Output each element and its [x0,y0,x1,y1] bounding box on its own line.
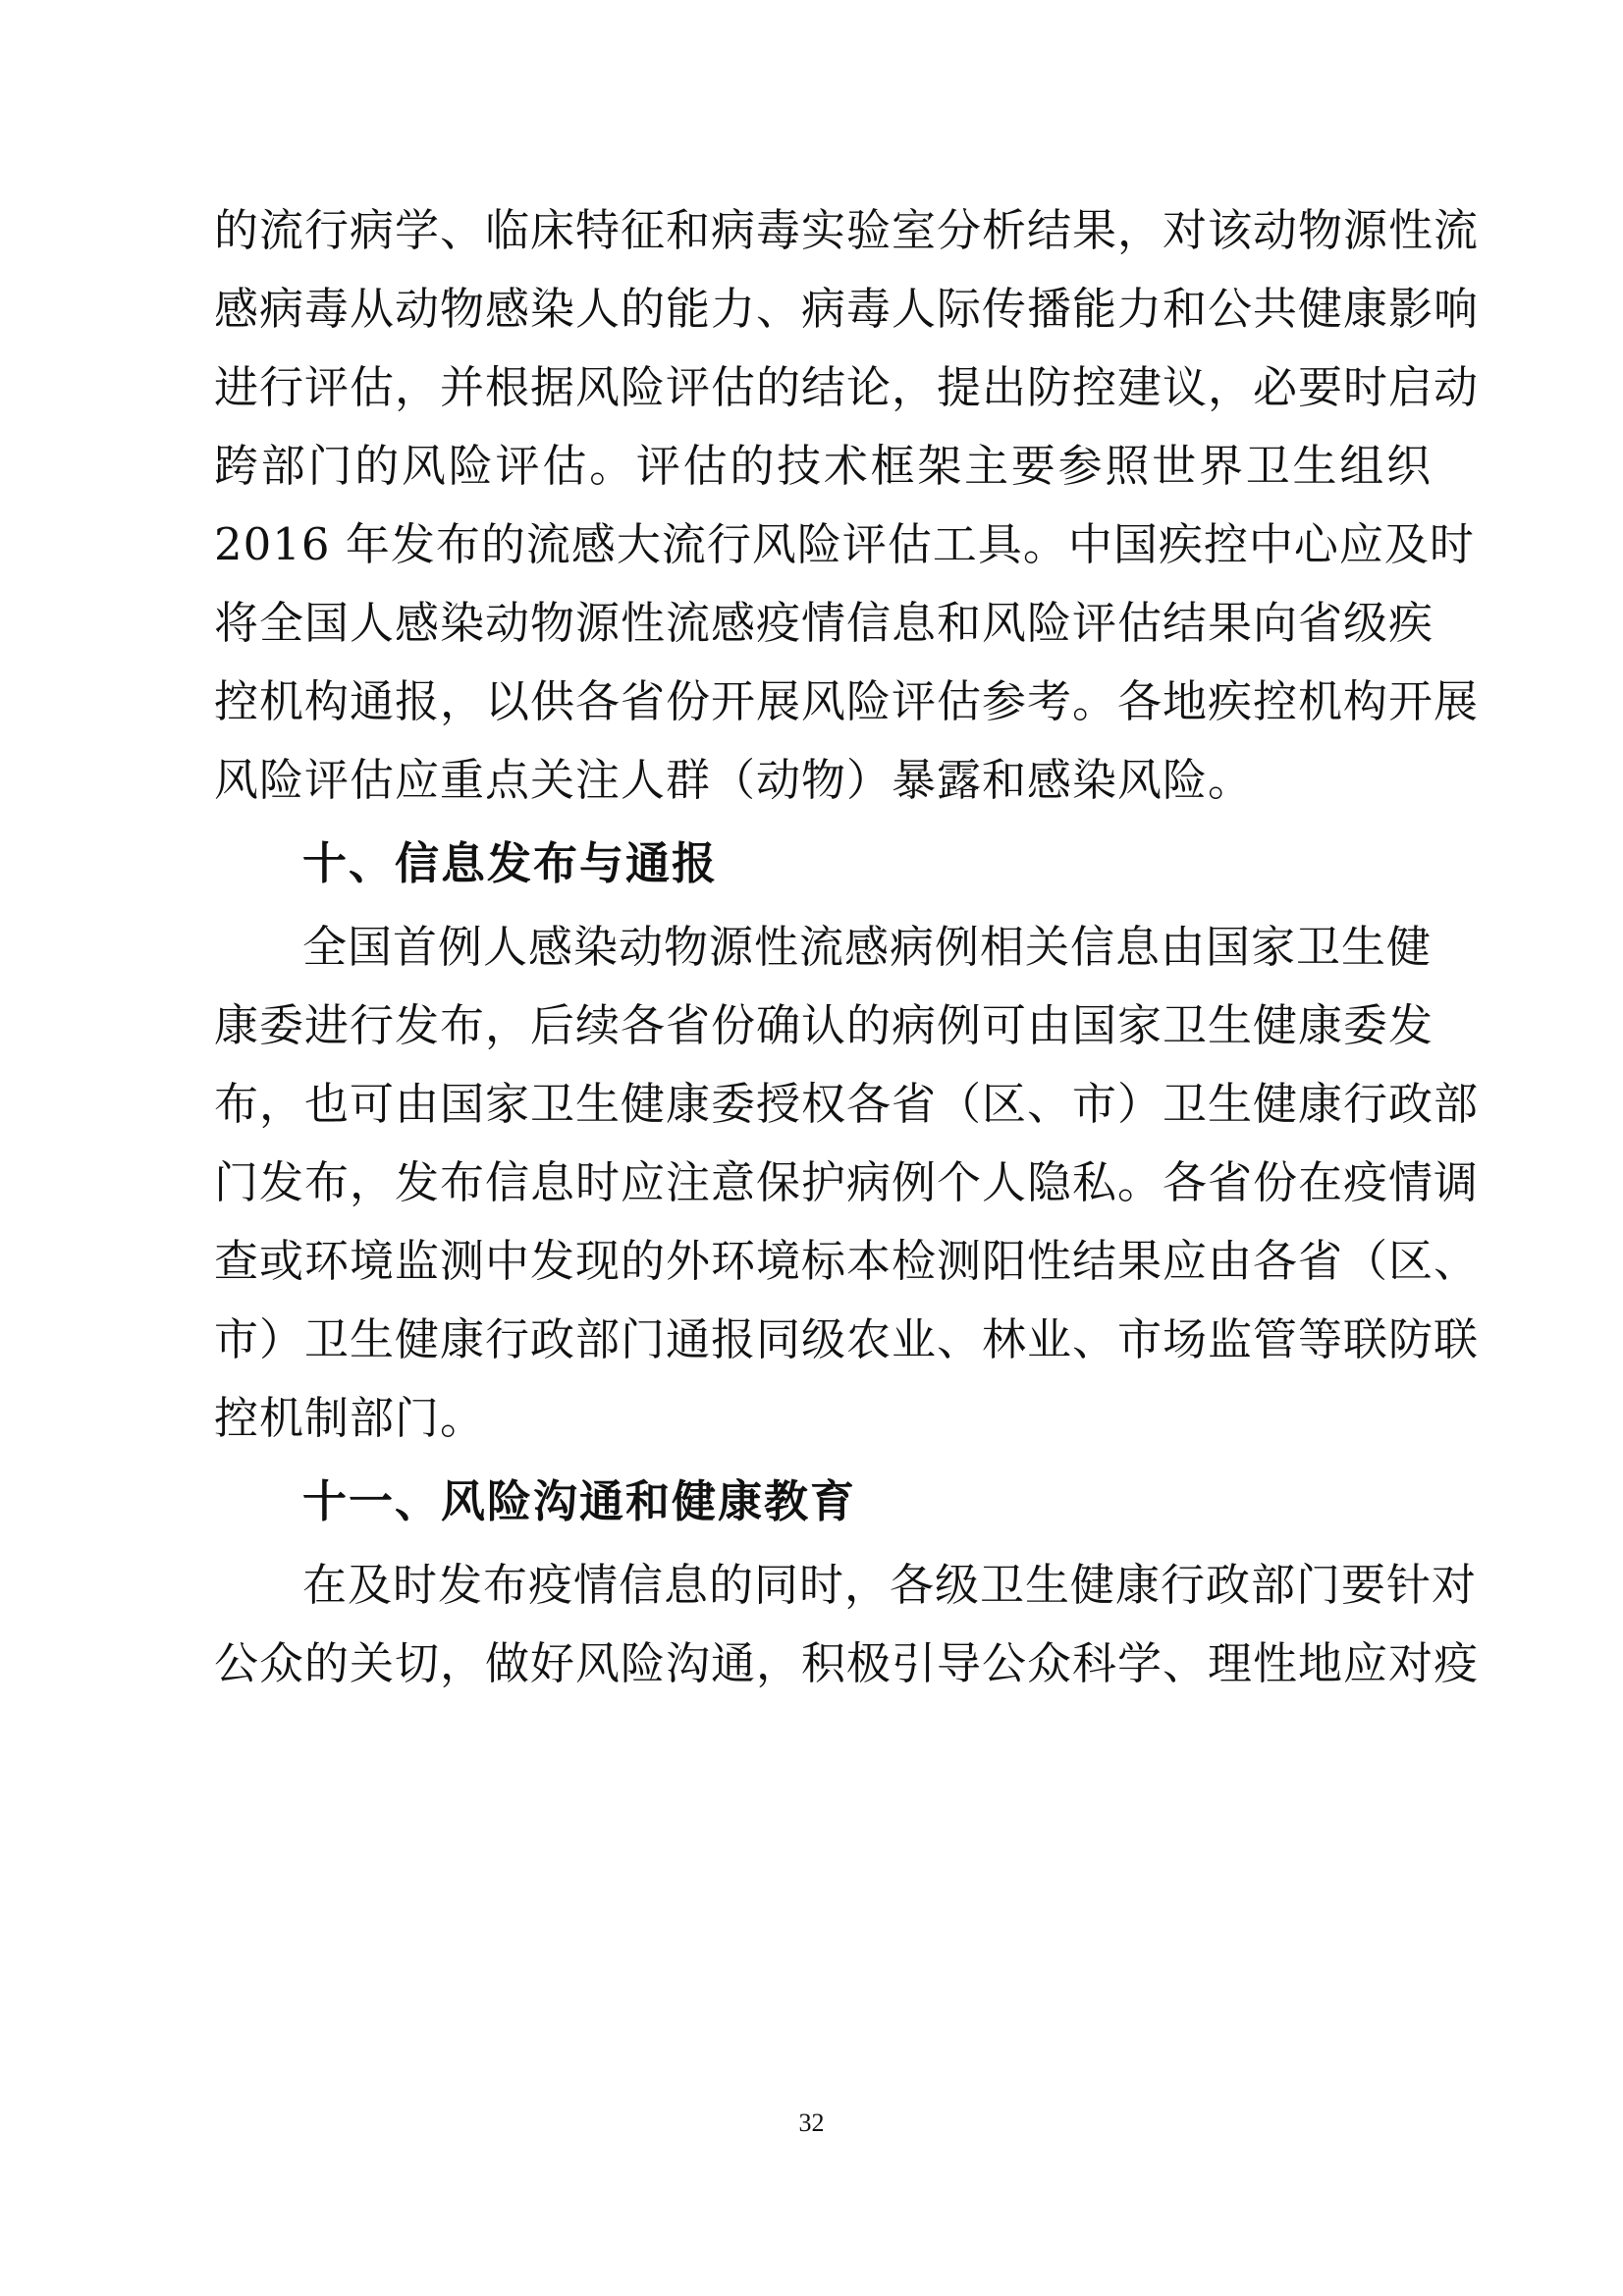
paragraph-line: 将全国人感染动物源性流感疫情信息和风险评估结果向省级疾 [214,597,1434,649]
paragraph-line: 2016 年发布的流感大流行风险评估工具。中国疾控中心应及时 [214,518,1475,570]
paragraph-line: 公众的关切，做好风险沟通，积极引导公众科学、理性地应对疫 [214,1637,1480,1689]
paragraph-line: 风险评估应重点关注人群（动物）暴露和感染风险。 [214,754,1254,806]
section-heading: 十、信息发布与通报 [302,837,719,889]
paragraph-line: 布，也可由国家卫生健康委授权各省（区、市）卫生健康行政部 [214,1078,1480,1130]
paragraph-line: 在及时发布疫情信息的同时，各级卫生健康行政部门要针对 [302,1559,1478,1611]
section-heading: 十一、风险沟通和健康教育 [302,1475,857,1527]
paragraph-line: 进行评估，并根据风险评估的结论，提出防控建议，必要时启动 [214,361,1480,413]
paragraph-line: 市）卫生健康行政部门通报同级农业、林业、市场监管等联防联 [214,1313,1480,1365]
paragraph-line: 控机构通报，以供各省份开展风险评估参考。各地疾控机构开展 [214,675,1480,727]
paragraph-line: 感病毒从动物感染人的能力、病毒人际传播能力和公共健康影响 [214,283,1480,335]
paragraph-line: 全国首例人感染动物源性流感病例相关信息由国家卫生健 [302,921,1433,973]
paragraph-line: 门发布，发布信息时应注意保护病例个人隐私。各省份在疫情调 [214,1156,1480,1208]
paragraph-line: 的流行病学、临床特征和病毒实验室分析结果，对该动物源性流 [214,204,1480,256]
paragraph-line: 康委进行发布，后续各省份确认的病例可由国家卫生健康委发 [214,999,1434,1051]
page-number: 32 [798,2109,825,2137]
paragraph-line: 查或环境监测中发现的外环境标本检测阳性结果应由各省（区、 [214,1235,1480,1287]
paragraph-line: 控机制部门。 [214,1392,486,1444]
paragraph-line: 跨部门的风险评估。评估的技术框架主要参照世界卫生组织 [214,440,1432,492]
